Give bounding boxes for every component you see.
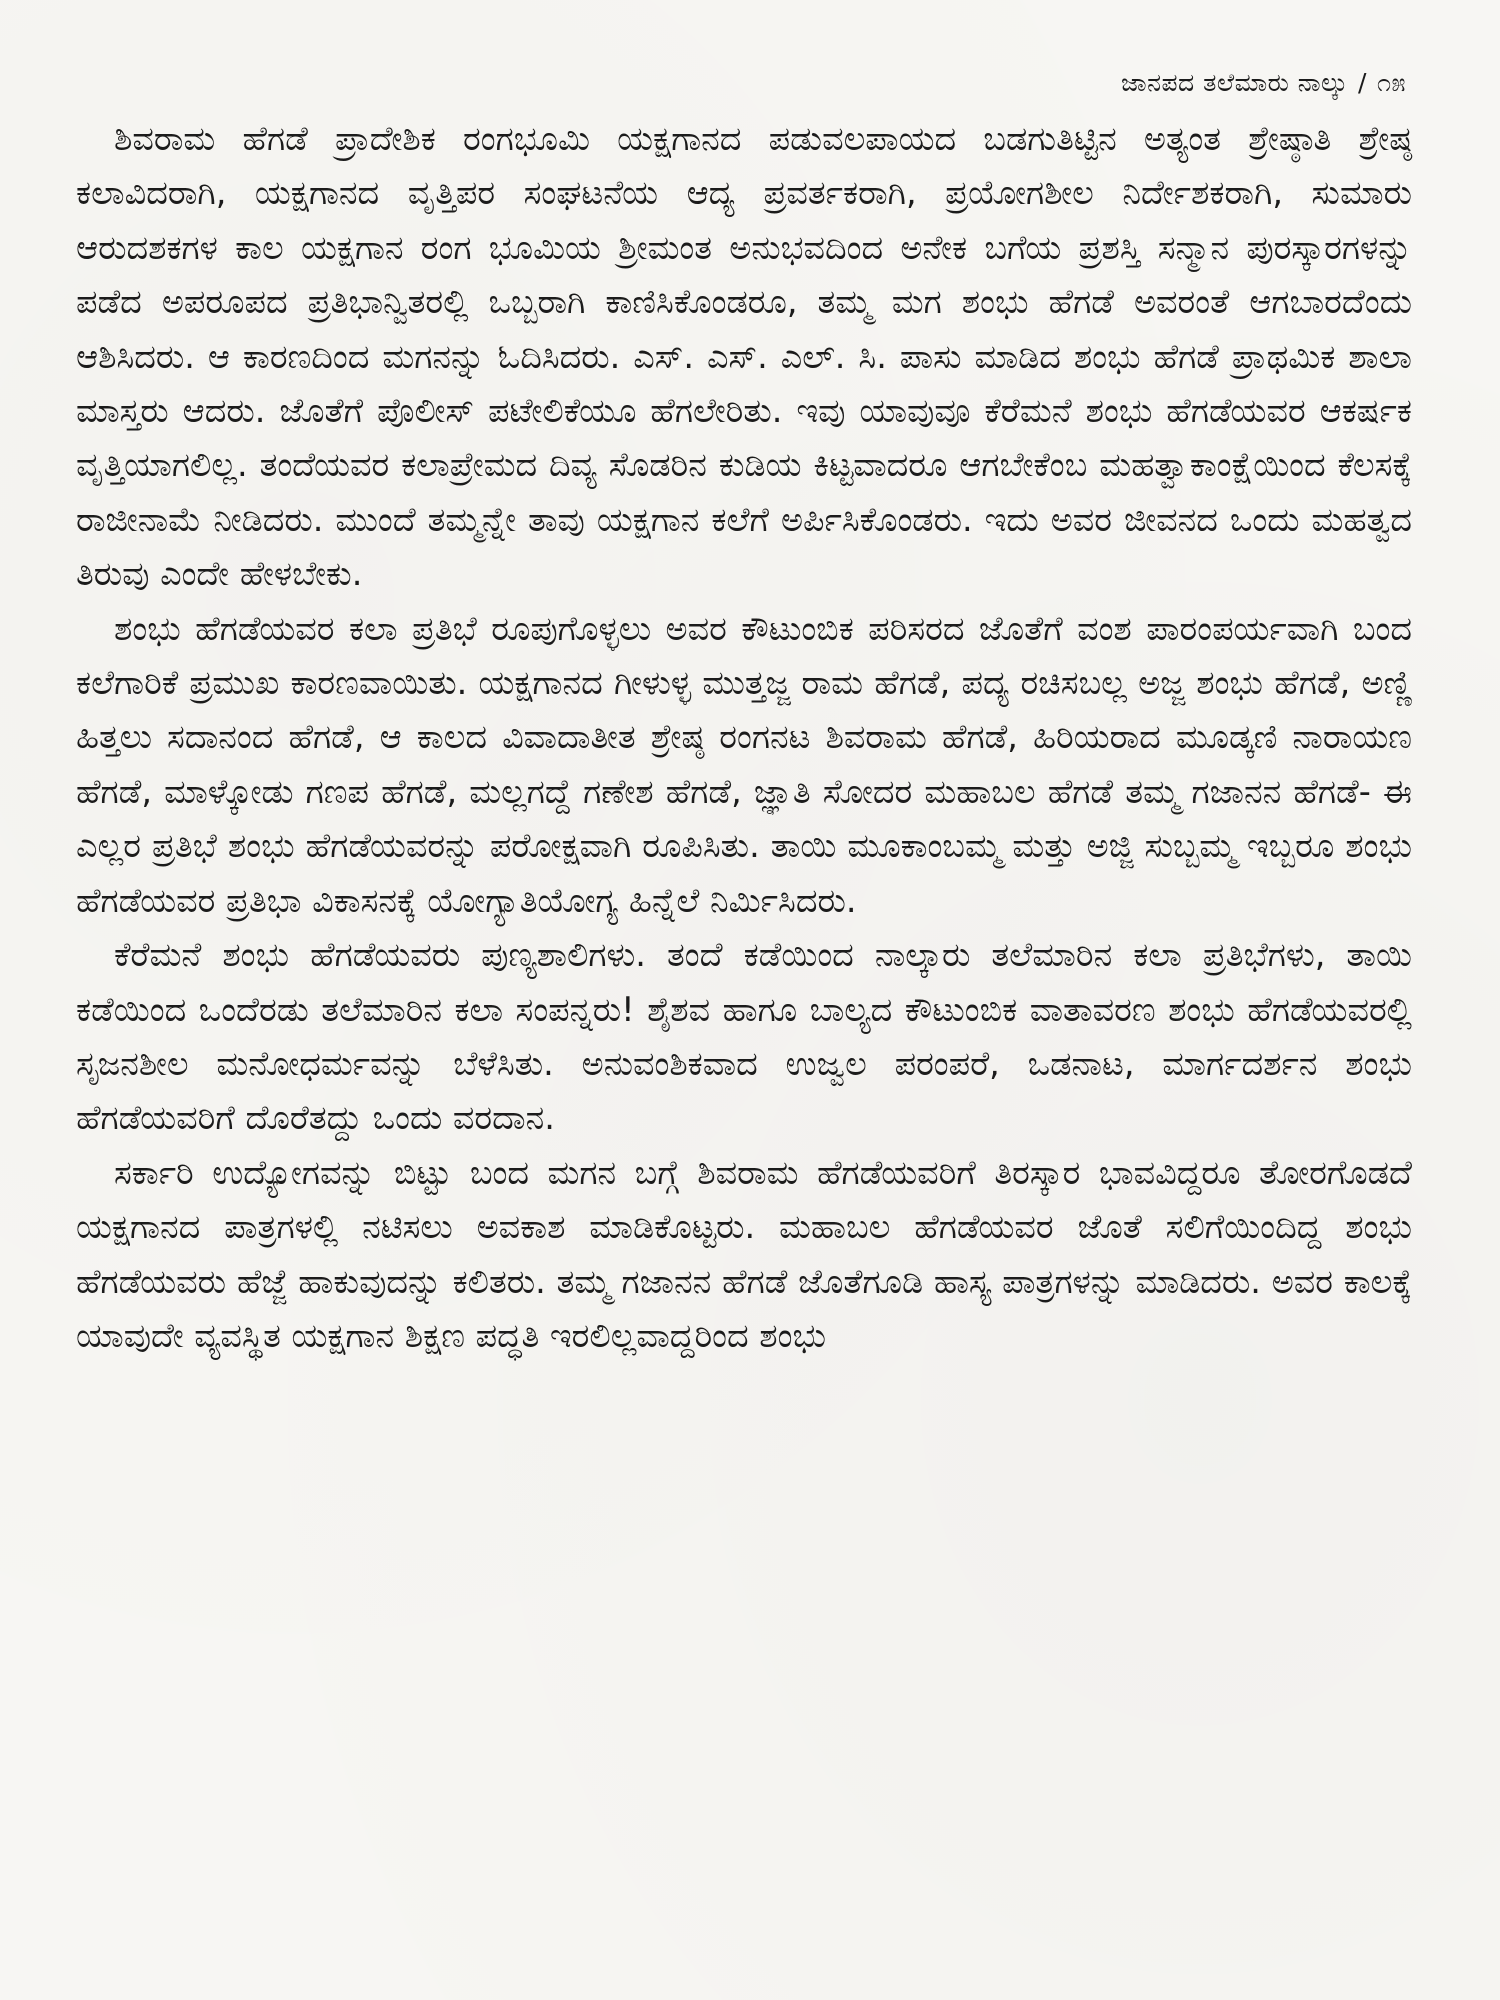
paragraph-1: ಶಿವರಾಮ ಹೆಗಡೆ ಪ್ರಾದೇಶಿಕ ರಂಗಭೂಮಿ ಯಕ್ಷಗಾನದ ಪಡುವಲಪಾಯದ ಬಡಗುತಿಟ್ಟಿನ ಅತ್ಯಂತ ಶ್ರೇಷ್ಠಾತಿ ಶ್ರೇಷ್ಠ ಕಲಾವಿದರಾಗಿ, ಯಕ್ಷಗಾನದ ವೃತ್ತಿಪರ ಸಂಘಟನೆಯ ಆದ್ಯ ಪ್ರವರ್ತಕರಾಗಿ, ಪ್ರಯೋಗಶೀಲ ನಿರ್ದೇಶಕರಾಗಿ, ಸುಮಾರು ಆರುದಶಕಗಳ ಕಾಲ ಯಕ್ಷಗಾನ ರಂಗ ಭೂಮಿಯ ಶ್ರೀಮಂತ ಅನುಭವದಿಂದ ಅನೇಕ ಬಗೆಯ ಪ್ರಶಸ್ತಿ ಸನ್ಮಾನ ಪುರಸ್ಕಾರಗಳನ್ನು ಪಡೆದ ಅಪರೂಪದ ಪ್ರತಿಭಾನ್ವಿತರಲ್ಲಿ ಒಬ್ಬರಾಗಿ ಕಾಣಿಸಿಕೊಂಡರೂ, ತಮ್ಮ ಮಗ ಶಂಭು ಹೆಗಡೆ ಅವರಂತೆ ಆಗಬಾರದೆಂದು ಆಶಿಸಿದರು. ಆ ಕಾರಣದಿಂದ ಮಗನನ್ನು ಓದಿಸಿದರು. ಎಸ್. ಎಸ್. ಎಲ್. ಸಿ. ಪಾಸು ಮಾಡಿದ ಶಂಭು ಹೆಗಡೆ ಪ್ರಾಥಮಿಕ ಶಾಲಾ ಮಾಸ್ತರು ಆದರು. ಜೊತೆಗೆ ಪೊಲೀಸ್ ಪಟೇಲಿಕೆಯೂ ಹೆಗಲೇರಿತು. ಇವು ಯಾವುವೂ ಕೆರೆಮನೆ ಶಂಭು ಹೆಗಡೆಯವರ ಆಕರ್ಷಕ ವೃತ್ತಿಯಾಗಲಿಲ್ಲ. ತಂದೆಯವರ ಕಲಾಪ್ರೇಮದ ದಿವ್ಯ ಸೊಡರಿನ ಕುಡಿಯ ಕಿಟ್ಟವಾದರೂ ಆಗಬೇಕೆಂಬ ಮಹತ್ವಾಕಾಂಕ್ಷೆಯಿಂದ ಕೆಲಸಕ್ಕೆ ರಾಜೀನಾಮೆ ನೀಡಿದರು. ಮುಂದೆ ತಮ್ಮನ್ನೇ ತಾವು ಯಕ್ಷಗಾನ ಕಲೆಗೆ ಅರ್ಪಿಸಿಕೊಂಡರು. ಇದು ಅವರ ಜೀವನದ ಒಂದು ಮಹತ್ವದ ತಿರುವು ಎಂದೇ ಹೇಳಬೇಕು. [76, 119, 1412, 594]
body-text [76, 112, 1412, 1363]
header-separator: / [1358, 68, 1367, 97]
paragraph-3: ಕೆರೆಮನೆ ಶಂಭು ಹೆಗಡೆಯವರು ಪುಣ್ಯಶಾಲಿಗಳು. ತಂದೆ ಕಡೆಯಿಂದ ನಾಲ್ಕಾರು ತಲೆಮಾರಿನ ಕಲಾ ಪ್ರತಿಭೆಗಳು, ತಾಯಿ ಕಡೆಯಿಂದ ಒಂದೆರಡು ತಲೆಮಾರಿನ ಕಲಾ ಸಂಪನ್ನರು! ಶೈಶವ ಹಾಗೂ ಬಾಲ್ಯದ ಕೌಟುಂಬಿಕ ವಾತಾವರಣ ಶಂಭು ಹೆಗಡೆಯವರಲ್ಲಿ ಸೃಜನಶೀಲ ಮನೋಧರ್ಮವನ್ನು ಬೆಳೆಸಿತು. ಅನುವಂಶಿಕವಾದ ಉಜ್ವಲ ಪರಂಪರೆ, ಒಡನಾಟ, ಮಾರ್ಗದರ್ಶನ ಶಂಭು ಹೆಗಡೆಯವರಿಗೆ ದೊರೆತದ್ದು ಒಂದು ವರದಾನ. [76, 935, 1412, 1138]
paragraph-4: ಸರ್ಕಾರಿ ಉದ್ಯೋಗವನ್ನು ಬಿಟ್ಟು ಬಂದ ಮಗನ ಬಗ್ಗೆ ಶಿವರಾಮ ಹೆಗಡೆಯವರಿಗೆ ತಿರಸ್ಕಾರ ಭಾವವಿದ್ದರೂ ತೋರಗೊಡದೆ ಯಕ್ಷಗಾನದ ಪಾತ್ರಗಳಲ್ಲಿ ನಟಿಸಲು ಅವಕಾಶ ಮಾಡಿಕೊಟ್ಟರು. ಮಹಾಬಲ ಹೆಗಡೆಯವರ ಜೊತೆ ಸಲಿಗೆಯಿಂದಿದ್ದ ಶಂಭು ಹೆಗಡೆಯವರು ಹೆಜ್ಜೆ ಹಾಕುವುದನ್ನು ಕಲಿತರು. ತಮ್ಮ ಗಜಾನನ ಹೆಗಡೆ ಜೊತೆಗೂಡಿ ಹಾಸ್ಯ ಪಾತ್ರಗಳನ್ನು ಮಾಡಿದರು. ಅವರ ಕಾಲಕ್ಕೆ ಯಾವುದೇ ವ್ಯವಸ್ಥಿತ ಯಕ್ಷಗಾನ ಶಿಕ್ಷಣ ಪದ್ಧತಿ ಇರಲಿಲ್ಲವಾದ್ದರಿಂದ ಶಂಭು [76, 1152, 1412, 1355]
paragraph-2: ಶಂಭು ಹೆಗಡೆಯವರ ಕಲಾ ಪ್ರತಿಭೆ ರೂಪುಗೊಳ್ಳಲು ಅವರ ಕೌಟುಂಬಿಕ ಪರಿಸರದ ಜೊತೆಗೆ ವಂಶ ಪಾರಂಪರ್ಯವಾಗಿ ಬಂದ ಕಲೆಗಾರಿಕೆ ಪ್ರಮುಖ ಕಾರಣವಾಯಿತು. ಯಕ್ಷಗಾನದ ಗೀಳುಳ್ಳ ಮುತ್ತಜ್ಜ ರಾಮ ಹೆಗಡೆ, ಪದ್ಯ ರಚಿಸಬಲ್ಲ ಅಜ್ಜ ಶಂಭು ಹೆಗಡೆ, ಅಣ್ಣಿ ಹಿತ್ತಲು ಸದಾನಂದ ಹೆಗಡೆ, ಆ ಕಾಲದ ವಿವಾದಾತೀತ ಶ್ರೇಷ್ಠ ರಂಗನಟ ಶಿವರಾಮ ಹೆಗಡೆ, ಹಿರಿಯರಾದ ಮೂಡ್ಕಣಿ ನಾರಾಯಣ ಹೆಗಡೆ, ಮಾಳ್ಕೋಡು ಗಣಪ ಹೆಗಡೆ, ಮಲ್ಲಗದ್ದೆ ಗಣೇಶ ಹೆಗಡೆ, ಜ್ಞಾತಿ ಸೋದರ ಮಹಾಬಲ ಹೆಗಡೆ ತಮ್ಮ ಗಜಾನನ ಹೆಗಡೆ- ಈ ಎಲ್ಲರ ಪ್ರತಿಭೆ ಶಂಭು ಹೆಗಡೆಯವರನ್ನು ಪರೋಕ್ಷವಾಗಿ ರೂಪಿಸಿತು. ತಾಯಿ ಮೂಕಾಂಬಮ್ಮ ಮತ್ತು ಅಜ್ಜಿ ಸುಬ್ಬಮ್ಮ ಇಬ್ಬರೂ ಶಂಭು ಹೆಗಡೆಯವರ ಪ್ರತಿಭಾ ವಿಕಾಸನಕ್ಕೆ ಯೋಗ್ಯಾತಿಯೋಗ್ಯ ಹಿನ್ನೆಲೆ ನಿರ್ಮಿಸಿದರು. [76, 608, 1412, 920]
running-title: ಜಾನಪದ ತಲೆಮಾರು ನಾಲ್ಕು [1120, 68, 1349, 97]
page-number: ೧೫ [1376, 68, 1406, 97]
running-header [76, 68, 1412, 98]
